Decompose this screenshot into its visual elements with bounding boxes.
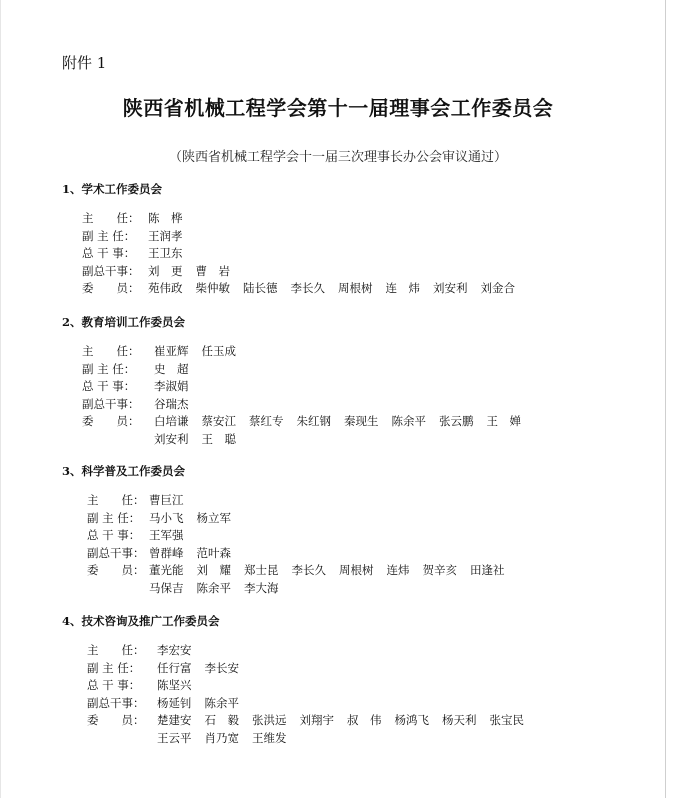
member-name: 刘安利 — [154, 431, 189, 446]
role-label: 副 主 任： — [87, 510, 141, 525]
member-row — [62, 677, 537, 695]
member-rows — [62, 492, 518, 598]
member-row — [62, 378, 534, 396]
member-name: 刘 耀 — [196, 563, 231, 578]
member-row — [62, 263, 528, 281]
member-row — [62, 545, 518, 563]
member-row — [62, 527, 518, 545]
section-heading: 4、技术咨询及推广工作委员会 — [62, 614, 220, 628]
member-names — [157, 642, 205, 660]
member-name: 叔 伟 — [347, 713, 382, 728]
member-name: 刘金合 — [480, 281, 515, 296]
member-row — [62, 660, 537, 678]
member-name: 曹 岩 — [195, 263, 230, 278]
member-names — [148, 210, 196, 228]
member-name: 陈余平 — [196, 580, 231, 595]
member-name: 刘 更 — [148, 263, 183, 278]
member-name: 陈 桦 — [148, 211, 183, 225]
member-name: 王维发 — [252, 730, 287, 745]
member-row — [62, 580, 518, 598]
member-name: 张云鹏 — [439, 414, 474, 429]
role-label: 主 任： — [87, 493, 145, 507]
member-row — [62, 245, 528, 263]
member-name: 朱红钢 — [296, 414, 331, 429]
member-name: 马小飞 — [149, 510, 184, 525]
member-name: 陈余平 — [204, 695, 239, 710]
member-name: 苑伟政 — [148, 281, 183, 296]
member-names — [157, 695, 252, 713]
member-name: 连炜 — [386, 563, 410, 578]
role-label: 委 员： — [82, 281, 140, 296]
member-names — [157, 730, 300, 748]
member-name: 杨鸿飞 — [394, 713, 429, 728]
member-name: 杨立军 — [196, 510, 231, 525]
member-rows — [62, 210, 528, 298]
member-name: 周根树 — [339, 563, 374, 578]
member-name: 张洪远 — [252, 713, 287, 728]
document-title: 陕西省机械工程学会第十一届理事会工作委员会 — [122, 96, 554, 120]
committee-section-academic — [62, 180, 528, 298]
member-names — [154, 378, 202, 396]
document-subtitle: （陕西省机械工程学会十一届三次理事长办公会审议通过） — [168, 150, 507, 165]
member-name: 杨天利 — [442, 713, 477, 728]
member-names — [148, 228, 196, 246]
member-name: 郑士昆 — [244, 563, 279, 578]
member-names — [154, 343, 249, 361]
member-name: 李宏安 — [157, 643, 192, 657]
role-label: 副总干事： — [82, 263, 140, 278]
member-name: 杨延钊 — [157, 695, 192, 710]
member-names — [149, 510, 244, 528]
member-name: 王卫东 — [148, 246, 183, 261]
member-name: 刘安利 — [433, 281, 468, 296]
member-names — [157, 677, 205, 695]
member-name: 谷瑞杰 — [154, 396, 189, 411]
member-name: 王云平 — [157, 730, 192, 745]
member-name: 史 超 — [154, 361, 189, 376]
member-row — [62, 343, 534, 361]
role-label: 主 任： — [82, 211, 140, 225]
member-name: 陆长德 — [243, 281, 278, 296]
member-rows — [62, 343, 534, 449]
role-label: 副总干事： — [82, 396, 140, 411]
member-name: 石 毅 — [204, 713, 239, 728]
role-label: 主 任： — [82, 344, 140, 358]
member-names — [149, 527, 197, 545]
member-name: 李大海 — [244, 580, 279, 595]
member-name: 李长久 — [290, 281, 325, 296]
member-name: 任行富 — [157, 660, 192, 675]
member-names — [149, 545, 244, 563]
member-name: 王润孝 — [148, 228, 183, 243]
role-label — [82, 431, 154, 449]
member-name: 周根树 — [338, 281, 373, 296]
role-label: 总 干 事： — [87, 678, 141, 693]
member-row — [62, 695, 537, 713]
member-row — [62, 396, 534, 414]
member-names — [149, 562, 518, 580]
member-row — [62, 210, 528, 228]
role-label — [87, 730, 157, 748]
section-heading: 2、教育培训工作委员会 — [62, 315, 186, 329]
member-row — [62, 228, 528, 246]
member-names — [154, 431, 249, 449]
member-names — [157, 712, 537, 730]
member-names — [154, 361, 202, 379]
member-name: 董光能 — [149, 563, 184, 578]
member-row — [62, 712, 537, 730]
member-name: 蔡红专 — [249, 414, 284, 429]
member-names — [149, 580, 292, 598]
committee-section-science-popularization — [62, 462, 518, 598]
member-row — [62, 413, 534, 431]
member-row — [62, 730, 537, 748]
role-label: 副总干事： — [87, 695, 145, 710]
member-name: 贺辛亥 — [422, 563, 457, 578]
member-name: 马保吉 — [149, 580, 184, 595]
member-name: 田逢社 — [470, 563, 505, 578]
member-names — [154, 413, 534, 431]
member-name: 任玉成 — [201, 344, 236, 358]
member-name: 肖乃宽 — [204, 730, 239, 745]
section-heading: 1、学术工作委员会 — [62, 182, 163, 196]
role-label: 主 任： — [87, 643, 145, 657]
member-name: 李淑娟 — [154, 379, 189, 394]
role-label: 总 干 事： — [87, 528, 141, 543]
member-names — [148, 280, 528, 298]
member-name: 柴仲敏 — [195, 281, 230, 296]
role-label: 总 干 事： — [82, 246, 136, 261]
member-name: 连 炜 — [385, 281, 420, 296]
member-names — [154, 396, 202, 414]
attachment-label: 附件 1 — [62, 54, 107, 72]
member-name: 王 聪 — [201, 431, 236, 446]
member-name: 曾群峰 — [149, 545, 184, 560]
member-name: 陈余平 — [391, 414, 426, 429]
member-name: 崔亚辉 — [154, 344, 189, 358]
member-name: 蔡安江 — [201, 414, 236, 429]
role-label: 总 干 事： — [82, 379, 136, 394]
member-names — [157, 660, 252, 678]
member-name: 曹巨江 — [149, 493, 184, 507]
role-label: 委 员： — [82, 414, 140, 429]
member-name: 王军强 — [149, 528, 184, 543]
member-names — [148, 263, 243, 281]
role-label: 副 主 任： — [82, 361, 136, 376]
member-names — [149, 492, 197, 510]
section-heading: 3、科学普及工作委员会 — [62, 464, 186, 478]
role-label: 委 员： — [87, 563, 145, 578]
member-row — [62, 280, 528, 298]
member-row — [62, 562, 518, 580]
role-label: 副总干事： — [87, 545, 145, 560]
member-name: 张宝民 — [489, 713, 524, 728]
member-row — [62, 492, 518, 510]
committee-section-education — [62, 313, 534, 449]
member-name: 范叶森 — [196, 545, 231, 560]
member-name: 刘翔宇 — [299, 713, 334, 728]
member-name: 李长久 — [291, 563, 326, 578]
member-name: 秦现生 — [344, 414, 379, 429]
role-label — [87, 580, 149, 598]
member-row — [62, 510, 518, 528]
member-row — [62, 642, 537, 660]
member-row — [62, 431, 534, 449]
role-label: 副 主 任： — [87, 660, 141, 675]
member-names — [148, 245, 196, 263]
member-name: 楚建安 — [157, 713, 192, 728]
role-label: 委 员： — [87, 713, 145, 728]
member-row — [62, 361, 534, 379]
member-name: 王 婵 — [486, 414, 521, 429]
member-name: 陈坚兴 — [157, 678, 192, 693]
member-rows — [62, 642, 537, 748]
role-label: 副 主 任： — [82, 228, 136, 243]
member-name: 李长安 — [204, 660, 239, 675]
member-name: 白培谦 — [154, 414, 189, 429]
committee-section-technical-consulting — [62, 612, 537, 748]
